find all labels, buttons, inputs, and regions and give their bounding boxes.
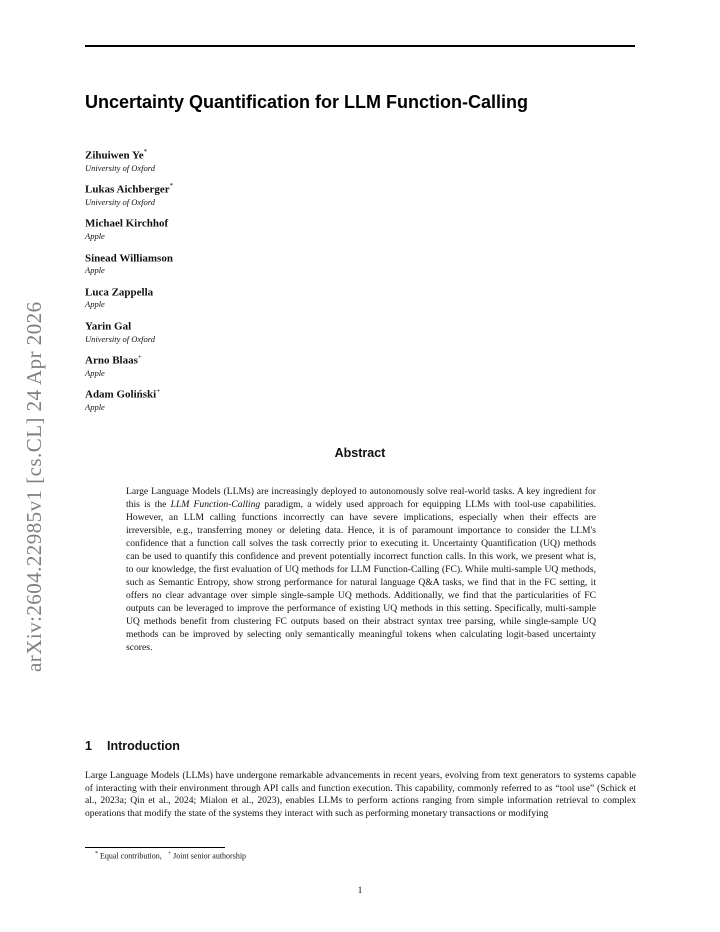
introduction-text: Large Language Models (LLMs) have undergone remarkable advancements in recent years, evolving from text generators to systems capable of interacting with their environment through API calls and function execution. This capability, commonly referred to as “tool use” (Schick et al., 2023a; Qin et al., 2024; Mialon et al., 2023), enables LLMs to perform actions ranging from simple information retrieval to complex operations that modify the state of the systems they interact with such as performing monetary transactions or modifying <box>85 770 636 819</box>
arxiv-side-stamp[interactable]: arXiv:2604.22985v1 [cs.CL] 24 Apr 2026 <box>22 301 46 672</box>
section-title: Introduction <box>107 739 180 753</box>
author-block <box>85 180 385 214</box>
abstract-text-part: paradigm, a widely used approach for equipping LLMs with tool-use capabilities. However, an LLM calling functions incorrectly can have severe implications, especially when their effects are irreversible, e.g., transferring money or deleting data. Hence, it is of paramount importance to consider the LLM's confidence that a function call solves the task correctly prior to executing it. Uncertainty Quantification (UQ) methods can be used to quantify this confidence and prevent potentially incorrect function calls. In this work, we present what is, to our knowledge, the first evaluation of UQ methods for LLM Function-Calling (FC). While multi-sample UQ methods, such as Semantic Entropy, show strong performance for natural language Q&A tasks, we find that in the FC setting, it offers no clear advantage over simple single-sample UQ methods. Additionally, we find that the particularities of FC outputs can be leveraged to improve the performance of existing UQ methods in this setting. Specifically, multi-sample UQ methods benefit from clustering FC outputs based on their abstract syntax tree parsing, while single-sample UQ methods can be improved by selecting only semantically meaningful tokens when calculating logit-based uncertainty scores. <box>126 499 596 653</box>
footnote-mark: * <box>95 851 98 857</box>
author-list <box>85 146 385 420</box>
author-block <box>85 146 385 180</box>
top-rule <box>85 45 635 47</box>
abstract-text-part: Large Language Models (LLMs) are increasingly deployed to autonomously solve real-world tasks. A key ingredient for this is the <box>126 486 596 510</box>
author-affiliation: Apple <box>85 367 105 378</box>
author-affiliation: Apple <box>85 265 105 276</box>
author-block <box>85 214 385 248</box>
author-mark: + <box>156 387 161 396</box>
abstract-heading: Abstract <box>334 446 386 460</box>
author-affiliation: Apple <box>85 401 105 412</box>
abstract-emphasis: LLM Function-Calling <box>170 499 261 510</box>
author-affiliation: Apple <box>85 299 105 310</box>
footnote-mark: + <box>167 851 172 857</box>
author-affiliation: University of Oxford <box>85 196 156 207</box>
author-name: Michael Kirchhof <box>85 218 169 231</box>
author-name: Yarin Gal <box>85 320 132 333</box>
author-name: Sinead Williamson <box>85 252 173 265</box>
author-block <box>85 317 385 351</box>
section-heading <box>85 739 180 753</box>
footnote-rule <box>85 847 225 848</box>
author-name: Zihuiwen Ye <box>85 149 144 162</box>
author-affiliation: University of Oxford <box>85 333 156 344</box>
author-mark: * <box>143 148 148 156</box>
footnote-text: Joint senior authorship <box>171 851 247 861</box>
author-mark: * <box>169 182 174 191</box>
author-name: Adam Goliński <box>85 388 157 401</box>
author-block <box>85 283 385 317</box>
author-name: Luca Zappella <box>85 286 154 299</box>
author-name: Lukas Aichberger <box>85 183 170 196</box>
paper-title: Uncertainty Quantification for LLM Function-Calling <box>85 92 528 112</box>
author-block <box>85 249 385 283</box>
footnote <box>95 851 246 861</box>
author-affiliation: University of Oxford <box>85 162 156 173</box>
author-block <box>85 351 385 385</box>
abstract-text <box>126 485 596 654</box>
author-affiliation: Apple <box>85 231 105 242</box>
footnote-text: Equal contribution, <box>98 851 162 861</box>
author-block <box>85 385 385 419</box>
author-name: Arno Blaas <box>85 354 138 367</box>
section-number: 1 <box>85 739 92 753</box>
page-number: 1 <box>357 886 363 896</box>
author-mark: + <box>137 353 142 362</box>
